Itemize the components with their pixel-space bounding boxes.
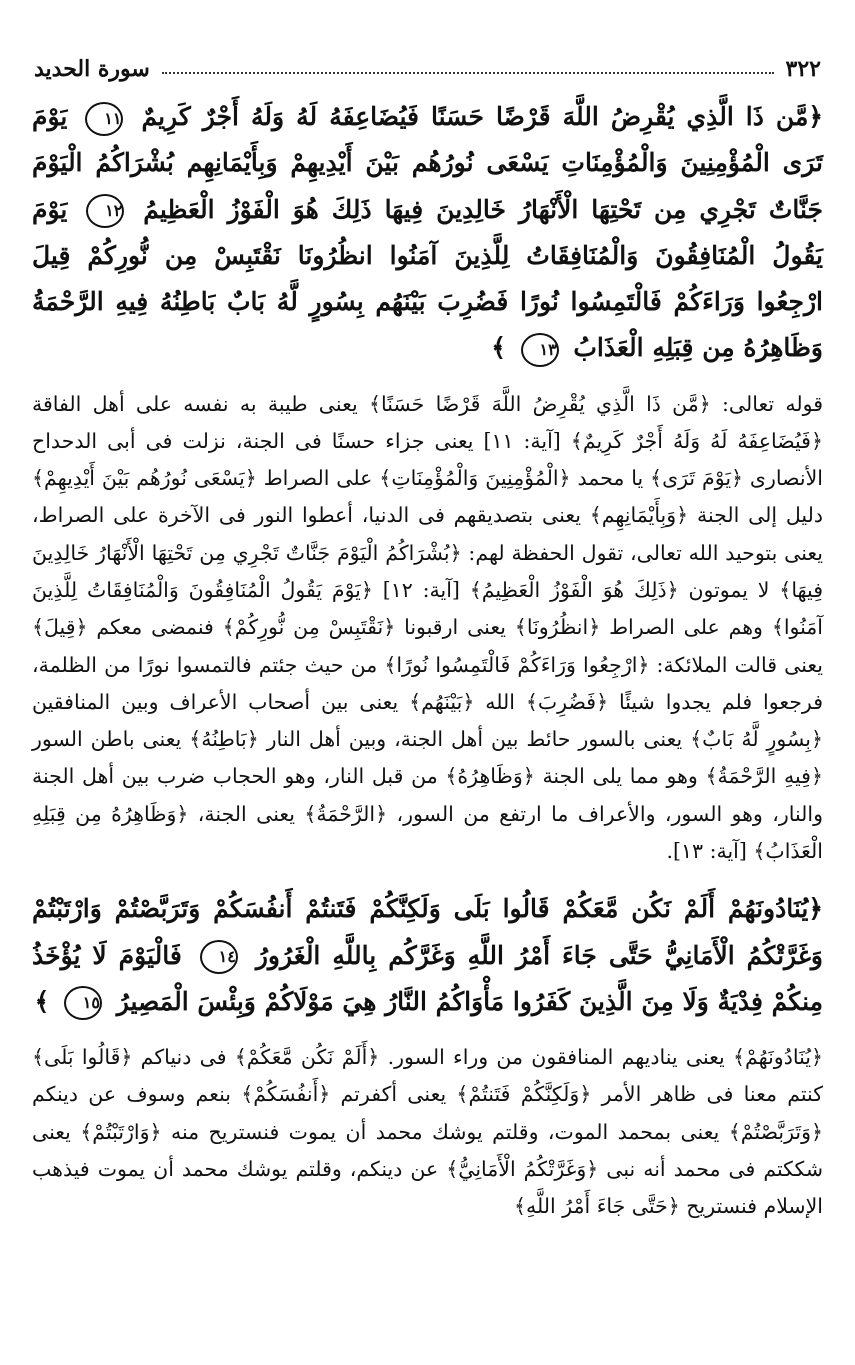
- section-spacer: [30, 870, 825, 880]
- verses-block-2: [30, 886, 825, 1025]
- page-number: ٣٢٢: [785, 56, 821, 82]
- verse-text: ﴿يُنَادُونَهُمْ أَلَمْ نَكُن مَّعَكُمْ قَالُوا بَلَى وَلَكِنَّكُمْ فَتَنتُمْ أَنفُسَكُمْ وَتَرَبَّصْتُمْ وَارْتَبْتُمْ وَغَرَّتْكُمُ الْأَمَانِيُّ حَتَّى جَاءَ أَمْرُ اللَّهِ وَغَرَّكُم بِاللَّهِ الْغَرُورُ: [32, 894, 823, 970]
- verse-closing-bracket: ﴾: [491, 333, 506, 363]
- verse-text: يَوْمَ تَرَى الْمُؤْمِنِينَ وَالْمُؤْمِنَاتِ يَسْعَى نُورُهُم بَيْنَ أَيْدِيهِمْ وَبِأَيْمَانِهِم بُشْرَاكُمُ الْيَوْمَ جَنَّاتٌ تَجْرِي مِن تَحْتِهَا الْأَنْهَارُ خَالِدِينَ فِيهَا ذَلِكَ هُوَ الْفَوْزُ الْعَظِيمُ: [32, 102, 823, 224]
- book-page: [30, 40, 825, 1340]
- verse-number-marker: ١٢: [86, 194, 124, 228]
- verse-number-marker: ١٣: [521, 333, 559, 367]
- verses-block-1: [30, 94, 825, 372]
- page-header: [30, 40, 825, 88]
- verse-number-marker: ١٥: [64, 986, 102, 1020]
- verse-number-marker: ١٤: [200, 940, 238, 974]
- surah-title: سورة الحديد: [34, 56, 150, 82]
- verse-closing-bracket: ﴾: [34, 986, 50, 1016]
- verse-text: ﴿مَّن ذَا الَّذِي يُقْرِضُ اللَّهَ قَرْضًا حَسَنًا فَيُضَاعِفَهُ لَهُ وَلَهُ أَجْرٌ كَرِيمٌ: [141, 102, 823, 131]
- verse-number-marker: ١١: [85, 102, 123, 136]
- commentary-paragraph-1: قوله تعالى: ﴿مَّن ذَا الَّذِي يُقْرِضُ اللَّهَ قَرْضًا حَسَنًا﴾ يعنى طيبة به نفسه على أهل الفاقة ﴿فَيُضَاعِفَهُ لَهُ وَلَهُ أَجْرٌ كَرِيمٌ﴾ [آية: ١١] يعنى جزاء حسنًا فى الجنة، نزلت فى أبى الدحداح الأنصارى ﴿يَوْمَ تَرَى﴾ يا محمد ﴿الْمُؤْمِنِينَ وَالْمُؤْمِنَاتِ﴾ على الصراط ﴿يَسْعَى نُورُهُم بَيْنَ أَيْدِيهِمْ﴾ دليل إلى الجنة ﴿وَبِأَيْمَانِهِم﴾ يعنى بتصديقهم فى الدنيا، أعطوا النور فى الآخرة على الصراط، يعنى بتوحيد الله تعالى، تقول الحفظة لهم: ﴿بُشْرَاكُمُ الْيَوْمَ جَنَّاتٌ تَجْرِي مِن تَحْتِهَا الْأَنْهَارُ خَالِدِينَ فِيهَا﴾ لا يموتون ﴿ذَلِكَ هُوَ الْفَوْزُ الْعَظِيمُ﴾ [آية: ١٢] ﴿يَوْمَ يَقُولُ الْمُنَافِقُونَ وَالْمُنَافِقَاتُ لِلَّذِينَ آمَنُوا﴾ وهم على الصراط ﴿انظُرُونَا﴾ يعنى ارقبونا ﴿نَقْتَبِسْ مِن نُّورِكُمْ﴾ فنمضى معكم ﴿قِيلَ﴾ يعنى قالت الملائكة: ﴿ارْجِعُوا وَرَاءَكُمْ فَالْتَمِسُوا نُورًا﴾ من حيث جئتم فالتمسوا نورًا من الظلمة، فرجعوا فلم يجدوا شيئًا ﴿فَضُرِبَ﴾ الله ﴿بَيْنَهُم﴾ يعنى بين أصحاب الأعراف وبين المنافقين ﴿بِسُورٍ لَّهُ بَابٌ﴾ يعنى بالسور حائط بين أهل الجنة، وبين أهل النار ﴿بَاطِنُهُ﴾ يعنى باطن السور ﴿فِيهِ الرَّحْمَةُ﴾ وهو مما يلى الجنة ﴿وَظَاهِرُهُ﴾ من قبل النار، وهو الحجاب ضرب بين أهل الجنة والنار، وهو السور، والأعراف ما ارتفع من السور، ﴿الرَّحْمَةُ﴾ يعنى الجنة، ﴿وَظَاهِرُهُ مِن قِبَلِهِ الْعَذَابُ﴾ [آية: ١٣].: [32, 391, 823, 864]
- header-dotted-leader: [162, 71, 774, 74]
- verse-text: يَوْمَ يَقُولُ الْمُنَافِقُونَ وَالْمُنَافِقَاتُ لِلَّذِينَ آمَنُوا انظُرُونَا نَقْتَبِسْ مِن نُّورِكُمْ قِيلَ ارْجِعُوا وَرَاءَكُمْ فَالْتَمِسُوا نُورًا فَضُرِبَ بَيْنَهُم بِسُورٍ لَّهُ بَابٌ بَاطِنُهُ فِيهِ الرَّحْمَةُ وَظَاهِرُهُ مِن قِبَلِهِ الْعَذَابُ: [32, 194, 823, 363]
- commentary-paragraph-2: ﴿يُنَادُونَهُمْ﴾ يعنى يناديهم المنافقون من وراء السور. ﴿أَلَمْ نَكُن مَّعَكُمْ﴾ فى دنياكم ﴿قَالُوا بَلَى﴾ كنتم معنا فى ظاهر الأمر ﴿وَلَكِنَّكُمْ فَتَنتُمْ﴾ يعنى أكفرتم ﴿أَنفُسَكُمْ﴾ بنعم وسوف عن دينكم ﴿وَتَرَبَّصْتُمْ﴾ يعنى بمحمد الموت، وقلتم يوشك محمد أن يموت فنستريح منه ﴿وَارْتَبْتُمْ﴾ يعنى شككتم فى محمد أنه نبى ﴿وَغَرَّتْكُمُ الْأَمَانِيُّ﴾ عن دينكم، وقلتم يوشك محمد أن يموت فيذهب الإسلام فنستريح ﴿حَتَّى جَاءَ أَمْرُ اللَّهِ﴾: [32, 1045, 823, 1219]
- verse-text: فَالْيَوْمَ لَا يُؤْخَذُ مِنكُمْ فِدْيَةٌ وَلَا مِنَ الَّذِينَ كَفَرُوا مَأْوَاكُمُ النَّارُ هِيَ مَوْلَاكُمْ وَبِئْسَ الْمَصِيرُ: [32, 940, 823, 1016]
